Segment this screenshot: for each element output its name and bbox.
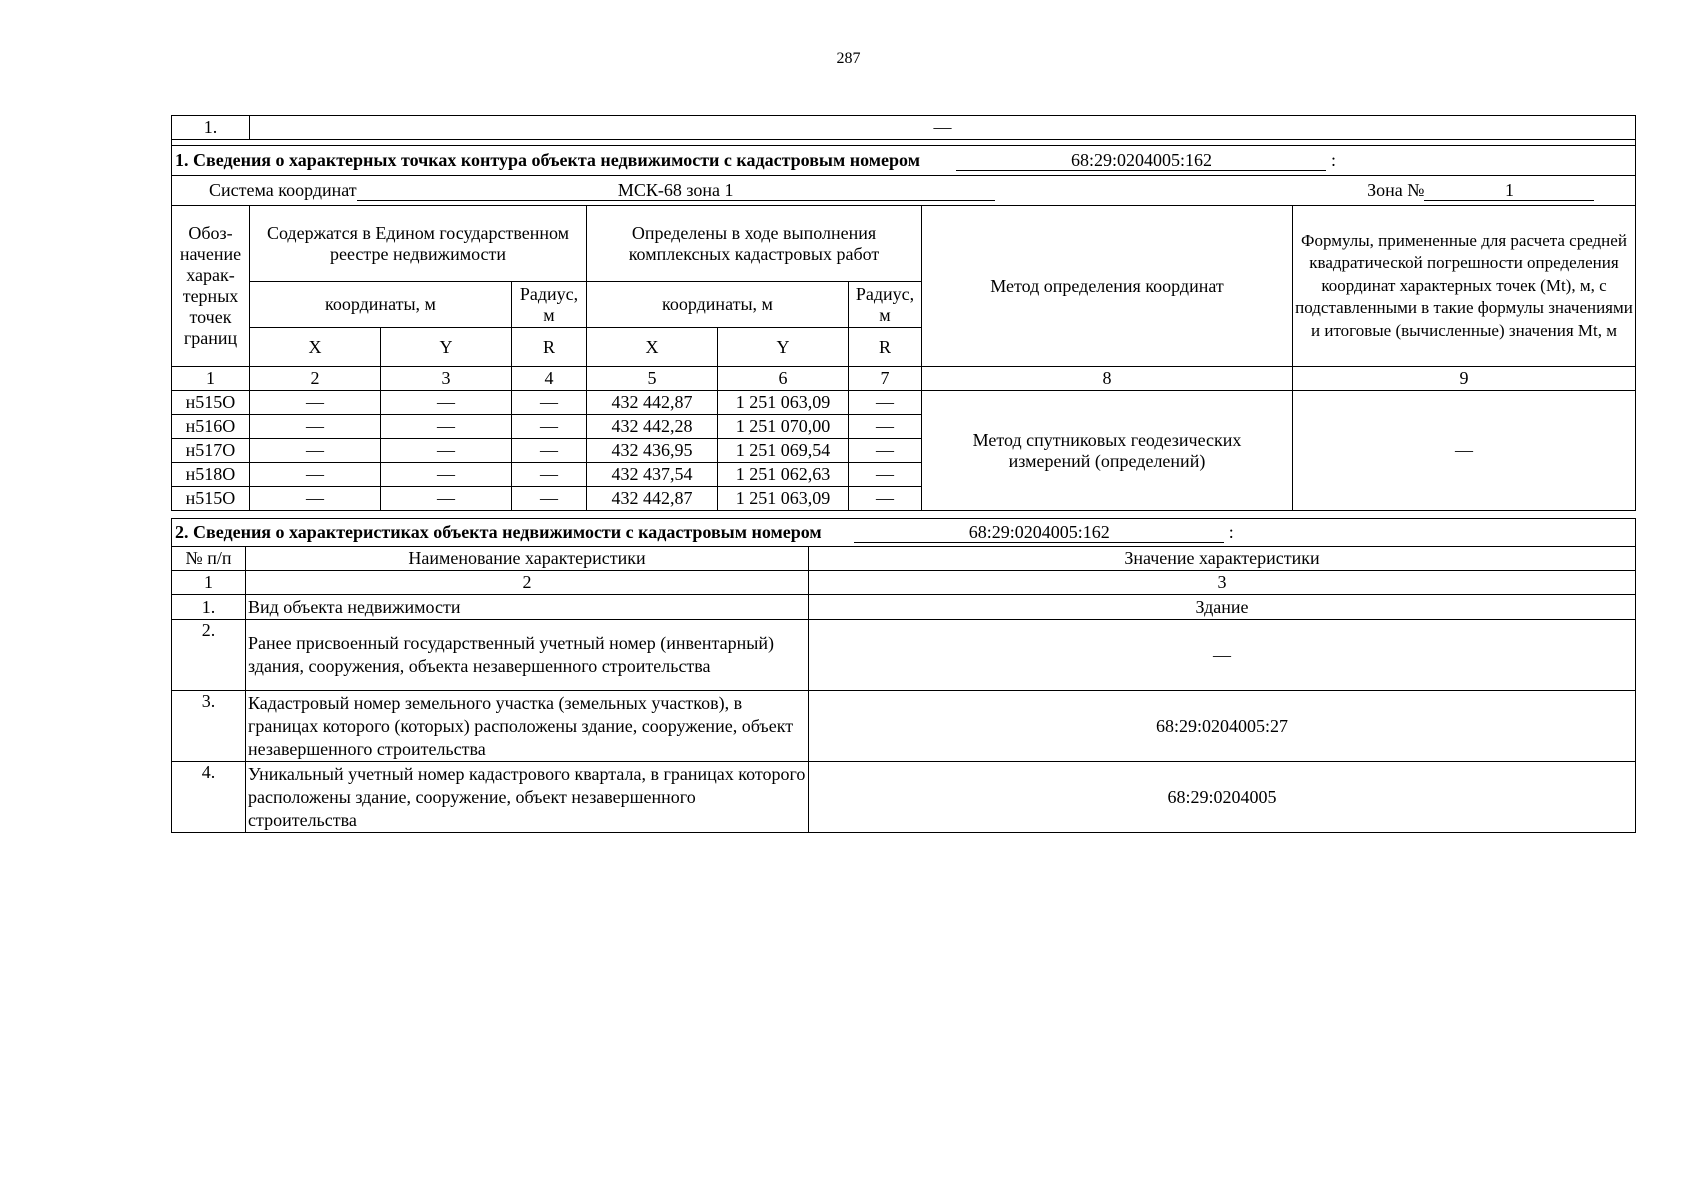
section2-cadastral-number: 68:29:0204005:162 bbox=[854, 522, 1224, 543]
complex-x: 432 442,87 bbox=[587, 487, 718, 511]
row-num: 3. bbox=[172, 691, 246, 762]
row-name: Уникальный учетный номер кадастрового квартала, в границах которого расположены здание, сооружение, объект незавершенного строительства bbox=[246, 762, 809, 833]
header-method: Метод определения координат bbox=[922, 206, 1293, 367]
egrn-y: — bbox=[381, 391, 512, 415]
complex-r: — bbox=[849, 463, 922, 487]
col-number-9: 9 bbox=[1293, 367, 1636, 391]
header-designation: Обоз-начение харак-терных точек границ bbox=[172, 206, 250, 367]
row-name: Кадастровый номер земельного участка (земельных участков), в границах которого (которых) расположены здание, сооружение, объект незавершенного строительства bbox=[246, 691, 809, 762]
row-value: — bbox=[809, 620, 1636, 691]
row-num: 4. bbox=[172, 762, 246, 833]
header-name: Наименование характеристики bbox=[246, 547, 809, 571]
section2-title: 2. Сведения о характеристиках объекта недвижимости с кадастровым номером bbox=[175, 522, 822, 542]
top-row-value: — bbox=[250, 116, 1636, 140]
point-name: н516О bbox=[172, 415, 250, 439]
table-row bbox=[172, 691, 1636, 762]
complex-y: 1 251 070,00 bbox=[718, 415, 849, 439]
point-name: н515О bbox=[172, 487, 250, 511]
top-row-number: 1. bbox=[172, 116, 250, 140]
header-complex-radius: Радиус, м bbox=[849, 282, 922, 328]
header-egrn-coords: координаты, м bbox=[250, 282, 512, 328]
complex-y: 1 251 062,63 bbox=[718, 463, 849, 487]
egrn-r: — bbox=[512, 439, 587, 463]
section1-table bbox=[171, 115, 1636, 511]
complex-r: — bbox=[849, 439, 922, 463]
egrn-x: — bbox=[250, 391, 381, 415]
col-number-1: 1 bbox=[172, 367, 250, 391]
header-complex: Определены в ходе выполнения комплексных кадастровых работ bbox=[587, 206, 922, 282]
table-row bbox=[172, 620, 1636, 691]
row-name: Ранее присвоенный государственный учетный номер (инвентарный) здания, сооружения, объекта незавершенного строительства bbox=[246, 620, 809, 691]
egrn-r: — bbox=[512, 415, 587, 439]
section2-title-row bbox=[172, 519, 1636, 547]
col-number-5: 5 bbox=[587, 367, 718, 391]
header-egrn-r: R bbox=[512, 328, 587, 367]
row-num: 1. bbox=[172, 595, 246, 620]
coordinate-system-row bbox=[172, 176, 1636, 206]
coordinate-system-value: МСК-68 зона 1 bbox=[357, 180, 995, 201]
section1-colon: : bbox=[1330, 150, 1336, 170]
section2-colon: : bbox=[1228, 522, 1234, 542]
header-egrn-x: X bbox=[250, 328, 381, 367]
col-number-7: 7 bbox=[849, 367, 922, 391]
complex-y: 1 251 063,09 bbox=[718, 391, 849, 415]
complex-r: — bbox=[849, 391, 922, 415]
point-name: н518О bbox=[172, 463, 250, 487]
header-complex-r: R bbox=[849, 328, 922, 367]
complex-y: 1 251 063,09 bbox=[718, 487, 849, 511]
egrn-y: — bbox=[381, 415, 512, 439]
section2-table bbox=[171, 518, 1636, 833]
egrn-x: — bbox=[250, 487, 381, 511]
point-name: н517О bbox=[172, 439, 250, 463]
method-value: Метод спутниковых геодезических измерений (определений) bbox=[922, 391, 1293, 511]
coordinate-system-label: Система координат bbox=[209, 180, 357, 200]
egrn-y: — bbox=[381, 487, 512, 511]
complex-x: 432 437,54 bbox=[587, 463, 718, 487]
section1-title-row bbox=[172, 146, 1636, 176]
egrn-y: — bbox=[381, 463, 512, 487]
col-number-8: 8 bbox=[922, 367, 1293, 391]
egrn-x: — bbox=[250, 463, 381, 487]
row-num: 2. bbox=[172, 620, 246, 691]
egrn-r: — bbox=[512, 487, 587, 511]
col-number-3: 3 bbox=[809, 571, 1636, 595]
header-value: Значение характеристики bbox=[809, 547, 1636, 571]
complex-r: — bbox=[849, 487, 922, 511]
egrn-x: — bbox=[250, 439, 381, 463]
section1-cadastral-number: 68:29:0204005:162 bbox=[956, 150, 1326, 171]
zone-value: 1 bbox=[1424, 180, 1594, 201]
formula-value: — bbox=[1293, 391, 1636, 511]
egrn-y: — bbox=[381, 439, 512, 463]
table-row bbox=[172, 391, 1636, 415]
col-number-4: 4 bbox=[512, 367, 587, 391]
point-name: н515О bbox=[172, 391, 250, 415]
section1-title: 1. Сведения о характерных точках контура объекта недвижимости с кадастровым номером bbox=[175, 150, 920, 170]
col-number-1: 1 bbox=[172, 571, 246, 595]
egrn-r: — bbox=[512, 463, 587, 487]
header-egrn-radius: Радиус, м bbox=[512, 282, 587, 328]
row-value: Здание bbox=[809, 595, 1636, 620]
zone-label: Зона № bbox=[1367, 180, 1425, 200]
complex-x: 432 436,95 bbox=[587, 439, 718, 463]
header-egrn-y: Y bbox=[381, 328, 512, 367]
header-complex-x: X bbox=[587, 328, 718, 367]
col-number-3: 3 bbox=[381, 367, 512, 391]
table-row bbox=[172, 762, 1636, 833]
header-num: № п/п bbox=[172, 547, 246, 571]
header-egrn: Содержатся в Едином государственном реестре недвижимости bbox=[250, 206, 587, 282]
row-value: 68:29:0204005 bbox=[809, 762, 1636, 833]
header-formulas: Формулы, примененные для расчета средней квадратической погрешности определения координат характерных точек (Mt), м, с подставленными в такие формулы значениями и итоговые (вычисленные) значения Mt, м bbox=[1293, 206, 1636, 367]
header-complex-y: Y bbox=[718, 328, 849, 367]
table-row bbox=[172, 595, 1636, 620]
row-value: 68:29:0204005:27 bbox=[809, 691, 1636, 762]
complex-y: 1 251 069,54 bbox=[718, 439, 849, 463]
col-number-2: 2 bbox=[250, 367, 381, 391]
col-number-2: 2 bbox=[246, 571, 809, 595]
egrn-x: — bbox=[250, 415, 381, 439]
complex-x: 432 442,28 bbox=[587, 415, 718, 439]
complex-r: — bbox=[849, 415, 922, 439]
egrn-r: — bbox=[512, 391, 587, 415]
row-name: Вид объекта недвижимости bbox=[246, 595, 809, 620]
col-number-6: 6 bbox=[718, 367, 849, 391]
header-complex-coords: координаты, м bbox=[587, 282, 849, 328]
page-number: 287 bbox=[836, 50, 861, 67]
complex-x: 432 442,87 bbox=[587, 391, 718, 415]
